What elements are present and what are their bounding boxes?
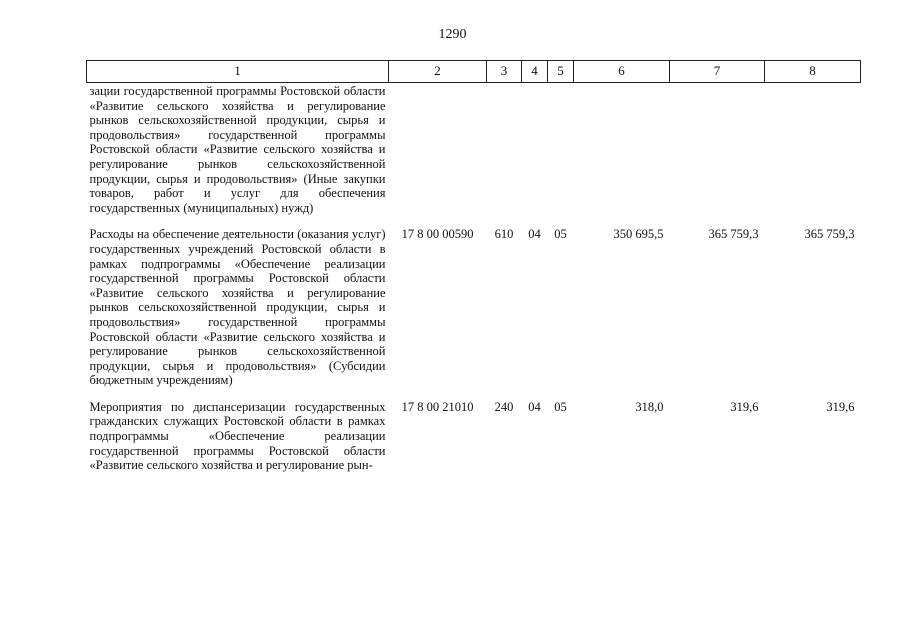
- row-target-article: 17 8 00 00590: [401, 227, 474, 242]
- column-header: 7: [670, 61, 765, 83]
- table-row: [87, 396, 861, 481]
- header-row: [87, 61, 861, 83]
- row-expense-type: 610: [494, 227, 514, 242]
- budget-table: [86, 60, 861, 481]
- row-subsection: [548, 83, 574, 224]
- column-header: 6: [574, 61, 670, 83]
- row-amount-col6: 350 695,5: [613, 227, 664, 242]
- row-amount-col7: 319,6: [730, 399, 759, 414]
- row-description: Мероприятия по диспансеризации государственных гражданских служащих Ростовской области в рамках подпрограммы «Обеспечение реализации государственной программы Ростовской области «Развитие сельского хозяйства и регулирование рын-: [89, 399, 386, 473]
- row-description: Расходы на обеспечение деятельности (оказания услуг) государственных учреждений Ростовской области в рамках подпрограммы «Обеспечение реализации государственной программы Ростовской области «Развитие сельского хозяйства и регулирование рынков сельскохозяйственной продукции, сырья и продовольствия» государственной программы Ростовской области «Развитие сельского хозяйства и регулирование рынков сельскохозяйственной продукции, сырья и продовольствия» (Субсидии бюджетным учреждениям): [89, 227, 386, 388]
- row-amount-col7: [670, 83, 765, 224]
- row-amount-col6: [574, 83, 670, 224]
- row-subsection: 05: [554, 227, 567, 242]
- row-amount-col8: 319,6: [826, 399, 855, 414]
- row-section: 04: [528, 399, 541, 414]
- row-expense-type: [487, 83, 522, 224]
- table-row: [87, 223, 861, 396]
- column-header: 1: [87, 61, 389, 83]
- table-row: [87, 83, 861, 224]
- column-header: 3: [487, 61, 522, 83]
- row-subsection: 05: [554, 399, 567, 414]
- row-amount-col6: 318,0: [635, 399, 664, 414]
- column-header: 5: [548, 61, 574, 83]
- row-target-article: [389, 83, 487, 224]
- page-number: 1290: [438, 27, 467, 42]
- row-description: зации государственной программы Ростовской области «Развитие сельского хозяйства и регулирование рынков сельскохозяйственной продукции, сырья и продовольствия» государственной программы Ростовской области «Развитие сельского хозяйства и регулирование рынков сельскохозяйственной продукции, сырья и продовольствия» (Иные закупки товаров, работ и услуг для обеспечения государственных (муниципальных) нужд): [89, 84, 386, 215]
- row-amount-col7: 365 759,3: [708, 227, 759, 242]
- column-header: 2: [389, 61, 487, 83]
- column-header: 8: [765, 61, 861, 83]
- row-amount-col8: [765, 83, 861, 224]
- row-section: 04: [528, 227, 541, 242]
- column-header: 4: [522, 61, 548, 83]
- row-section: [522, 83, 548, 224]
- row-expense-type: 240: [494, 399, 514, 414]
- row-target-article: 17 8 00 21010: [401, 399, 474, 414]
- row-amount-col8: 365 759,3: [804, 227, 855, 242]
